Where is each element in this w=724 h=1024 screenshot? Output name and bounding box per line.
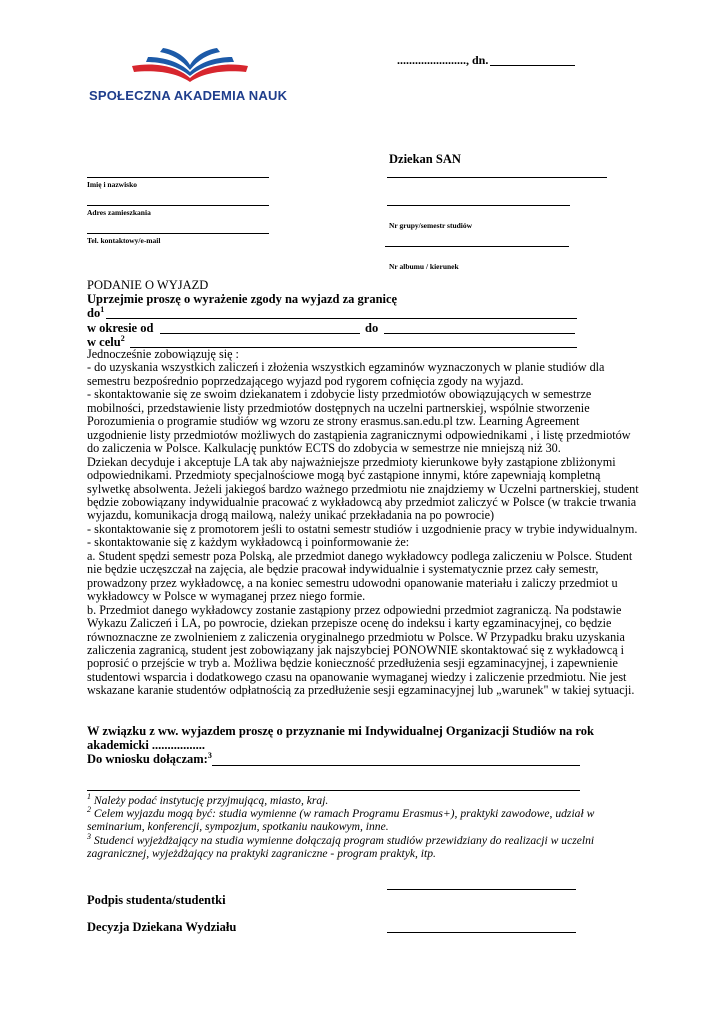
text-line: Wykazu Zaliczeń i LA, po powrocie, dziekan przepisze ocenę do indeksu i karty egzaminacyjnej, co będzie bbox=[87, 616, 612, 631]
text-line: odpowiednikami. Przedmioty specjalnościowe mogą być zastąpione innymi, które zapewniają kompletną bbox=[87, 468, 601, 483]
text-line: wykładowcy w Polsce w wymaganej przez niego formie. bbox=[87, 589, 366, 604]
album-line[interactable] bbox=[385, 246, 569, 247]
group-label: Nr grupy/semestr studiów bbox=[389, 221, 473, 230]
logo-book-icon bbox=[130, 48, 250, 84]
text-line: semestru bezpośrednio poprzedzającego wyjazd pod rygorem cofnięcia zgody na wyjazd. bbox=[87, 373, 524, 388]
form-title: PODANIE O WYJAZD bbox=[87, 278, 209, 292]
text-line: do zaliczenia w Polsce. Kalkulację punktów ECTS do zdobycia w semestrze nie mniejszą niż 30. bbox=[87, 441, 561, 456]
album-label: Nr albumu / kierunek bbox=[389, 262, 459, 271]
text-line: Dziekan decyduje i akceptuje LA tak aby najważniejsze przedmioty kierunkowe były zastąpione zbliżonymi bbox=[87, 454, 616, 469]
destination-label: $do^1$ bbox=[87, 304, 105, 320]
text-line: - skontaktowanie się z promotorem jeśli to ostatni semestr studiów i uzgodnienie pracy w trybie indywidualnym. bbox=[87, 521, 638, 536]
text-line: studentowi wsparcia i dodatkowego czasu na opanowanie wymaganej wiedzy i zaliczenie przedmiotu. Nie jest bbox=[87, 669, 627, 684]
text-line: Porozumienia o programie studiów wg wzoru ze strony erasmus.san.edu.pl tzw. Learning Agreement bbox=[87, 414, 580, 429]
footnotes bbox=[87, 794, 594, 860]
text-line: uzgodnienie listy przedmiotów możliwych do zastąpienia zagranicznymi odpowiednikami , i listę przedmiotów bbox=[87, 427, 631, 442]
text-line: Jednocześnie zobowiązuję się : bbox=[87, 347, 239, 361]
text-line: - skontaktowanie się ze swoim dziekanatem i zdobycie listy przedmiotów obowiązujących w semestrze bbox=[87, 387, 592, 402]
text-line: sylwetkę absolwenta. Jeżeli jakiegoś bardzo ważnego przedmiotu nie znajdziemy w Uczelni partnerskiej, student bbox=[87, 481, 639, 496]
text-line: równoznaczne ze zwolnieniem z zaliczenia oryginalnego przedmiotu w Polsce. W Przypadku braku uzyskania bbox=[87, 629, 625, 644]
group-line[interactable] bbox=[387, 205, 570, 206]
text-line: wyjazdu, komunikacja drogą mailową, należy unikać przekładania na po powrocie) bbox=[87, 508, 495, 523]
request-text: Uprzejmie proszę o wyrażenie zgody na wyjazd za granicę bbox=[87, 292, 398, 306]
period-from-label: w okresie od bbox=[87, 321, 154, 335]
institution-name: SPOŁECZNA AKADEMIA NAUK bbox=[89, 88, 288, 103]
student-signature-line[interactable] bbox=[387, 889, 576, 890]
text-line: b. Przedmiot danego wykładowcy zostanie zastąpiony przez odpowiedni przedmiot zagraniczą. Na podstawie bbox=[87, 602, 622, 617]
name-label: Imię i nazwisko bbox=[87, 180, 138, 189]
text-line: nie będzie uczęszczał na zajęcia, ale będzie pracował indywidualnie i systematycznie przez cały semestr, bbox=[87, 562, 599, 577]
obligations-text bbox=[87, 348, 639, 698]
period-to-label: do bbox=[365, 321, 379, 335]
text-line: prowadzony przez wykładowcę, a na koniec semestru udowodni opanowanie materiału i zaliczy przedmiot u bbox=[87, 575, 618, 590]
attachments-line[interactable] bbox=[212, 765, 580, 766]
text-line: będzie zobowiązany indywidualnie pracować z wykładowcą aby przedmiot zaliczyć w Polsce (w trakcie trwania bbox=[87, 494, 637, 509]
purpose-label: w celu$^2$ bbox=[87, 333, 125, 349]
date-line[interactable] bbox=[490, 65, 575, 66]
text-line: - skontaktowanie się z każdym wykładowcą i poinformowanie że: bbox=[87, 535, 410, 550]
ios-request bbox=[87, 724, 594, 752]
address-line[interactable] bbox=[87, 205, 269, 206]
text-line: a. Student spędzi semestr poza Polską, ale przedmiot danego wykładowcy podlega zaliczeniu w Polsce. Student bbox=[87, 548, 633, 563]
text-line: poprosić o przejście w tryb a. Możliwa będzie konieczność przedłużenia sesji egzaminacyjnej, i zapewnienie bbox=[87, 656, 618, 671]
text-line: wskazane karanie studentów odpłatnością za przedłużenie sesji egzaminacyjnej lub „warunek" w takiej sytuacji. bbox=[87, 683, 635, 698]
text-line: mobilności, przedstawienie listy przedmiotów dostępnych na uczelni partnerskiej, wspólnie stworzenie bbox=[87, 400, 590, 415]
text-line: zaliczenia zagranicą, student jest zobowiązany jak najszybciej PONOWNIE skontaktować się z wykładowcą i bbox=[87, 642, 625, 657]
contact-line[interactable] bbox=[87, 233, 269, 234]
footnote-2: $^2$ Celem wyjazdu mogą być: studia wymienne (w ramach Programu Erasmus+), praktyki zawodowe, udział w bbox=[87, 805, 595, 821]
destination-line[interactable] bbox=[106, 318, 577, 319]
attachments-line-2[interactable] bbox=[87, 790, 580, 791]
place-date-label: ......................., dn. bbox=[397, 53, 489, 67]
contact-label: Tel. kontaktowy/e-mail bbox=[87, 236, 161, 245]
dean-decision-line[interactable] bbox=[387, 932, 576, 933]
addressee: Dziekan SAN bbox=[389, 152, 461, 166]
footnote-1: $^1$ Należy podać instytucję przyjmującą, miasto, kraj. bbox=[87, 792, 329, 807]
ios-line-1: W związku z ww. wyjazdem proszę o przyznanie mi Indywidualnej Organizacji Studiów na rok bbox=[87, 724, 594, 738]
name-line[interactable] bbox=[87, 177, 269, 178]
footnote-3: $^3$ Studenci wyjeżdżający na studia wymienne dołączają program studiów przewidziany do realizacji w uczelni bbox=[87, 831, 595, 847]
text-line: - do uzyskania wszystkich zaliczeń i złożenia wszystkich egzaminów wyznaczonych w planie studiów dla bbox=[87, 360, 605, 375]
student-signature-label: Podpis studenta/studentki bbox=[87, 893, 226, 907]
period-from-line[interactable] bbox=[160, 333, 360, 334]
footnote-3-cont: zagranicznej, wyjeżdżający na praktyki zagraniczne - program praktyk, itp. bbox=[87, 846, 436, 860]
period-to-line[interactable] bbox=[384, 333, 575, 334]
ios-line-2: akademicki ................. bbox=[87, 738, 206, 752]
footnote-2-cont: seminarium, konferencji, sympozjum, spotkaniu naukowym, inne. bbox=[87, 820, 389, 834]
address-label: Adres zamieszkania bbox=[87, 208, 151, 217]
dean-decision-label: Decyzja Dziekana Wydziału bbox=[87, 920, 237, 934]
addressee-line[interactable] bbox=[387, 177, 607, 178]
attachments-label: Do wniosku dołączam:$^3$ bbox=[87, 750, 212, 766]
